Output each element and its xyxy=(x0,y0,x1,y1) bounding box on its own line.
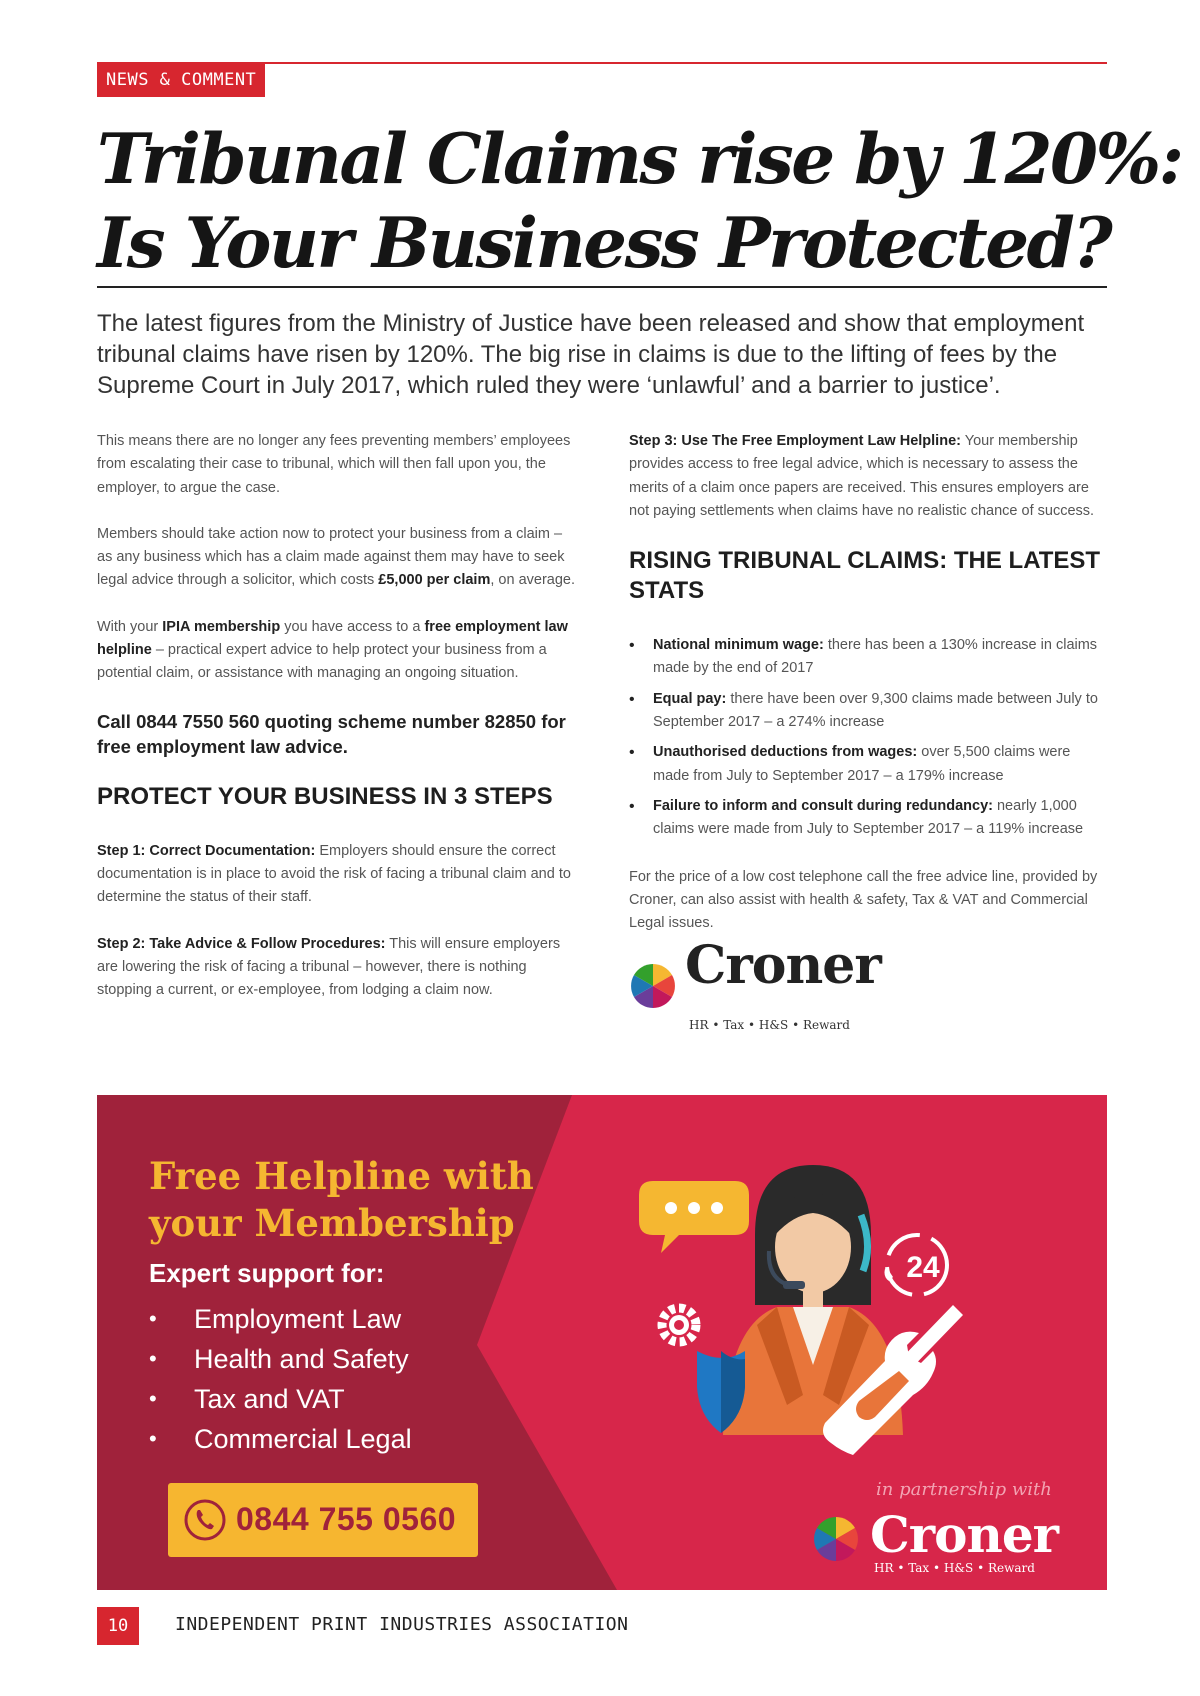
banner-support-list xyxy=(149,1299,412,1459)
phone-button[interactable] xyxy=(168,1483,478,1557)
list-item: • Commercial Legal xyxy=(149,1419,412,1459)
croner-logo xyxy=(629,935,881,1038)
support-agent-illustration-icon xyxy=(627,1155,987,1475)
list-item: • Equal pay: there have been over 9,300 claims made between July to September 2017 – a 274% increase xyxy=(629,688,1109,735)
footer-publication: INDEPENDENT PRINT INDUSTRIES ASSOCIATION xyxy=(175,1614,629,1635)
closing-paragraph: For the price of a low cost telephone call the free advice line, provided by Croner, can also assist with health & safety, Tax & VAT and Commercial Legal issues. xyxy=(629,868,1098,932)
croner-tagline: HR • Tax • H&S • Reward xyxy=(689,1018,850,1033)
clock-24-icon xyxy=(885,1235,948,1295)
phone-number: 0844 755 0560 xyxy=(236,1501,457,1537)
right-column xyxy=(629,430,1109,1038)
left-column xyxy=(97,430,577,1025)
step-1: Step 1: Correct Documentation: Employers should ensure the correct documentation is in place to avoid the risk of facing a tribunal claim and to determine the status of their staff. xyxy=(97,842,571,906)
helpline-callout: Call 0844 7550 560 quoting scheme number 82850 for free employment law advice. xyxy=(97,710,566,757)
section-tag: NEWS & COMMENT xyxy=(97,63,265,97)
list-item: • Health and Safety xyxy=(149,1339,412,1379)
paragraph-fees: This means there are no longer any fees preventing members’ employees from escalating their case to tribunal, which will then fall upon you, the employer, to argue the case. xyxy=(97,433,571,496)
headline-line-1: Tribunal Claims rise by 120%: xyxy=(97,119,1182,200)
step-3: Step 3: Use The Free Employment Law Helpline: Your membership provides access to free legal advice, which is necessary to assess the merits of a claim once papers are received. This ensures employers are not paying settlements when claims have no realistic chance of success. xyxy=(629,433,1095,519)
paragraph-action: Members should take action now to protect your business from a claim – as any business which has a claim made against them may have to seek legal advice through a solicitor, which costs £5,000 per claim, on average. xyxy=(97,525,576,589)
headline xyxy=(97,118,1182,286)
paragraph-membership: With your IPIA membership you have access to a free employment law helpline – practical expert advice to help protect your business from a potential claim, or assistance with managing an ongoing situation. xyxy=(97,618,568,682)
croner-mark-icon xyxy=(629,962,677,1010)
page-number: 10 xyxy=(97,1607,139,1645)
partner-text: in partnership with xyxy=(876,1479,1052,1500)
list-item: • Employment Law xyxy=(149,1299,412,1339)
speech-bubble-icon xyxy=(639,1181,749,1253)
croner-mark-icon xyxy=(812,1515,860,1563)
stats-list xyxy=(629,634,1109,841)
headline-rule xyxy=(97,286,1107,288)
list-item: • Tax and VAT xyxy=(149,1379,412,1419)
step-2: Step 2: Take Advice & Follow Procedures: This will ensure employers are lowering the risk of facing a tribunal – however, there is nothing stopping a current, or ex-employee, from lodging a claim now. xyxy=(97,935,561,999)
helpline-banner xyxy=(97,1095,1107,1590)
intro-paragraph: The latest figures from the Ministry of Justice have been released and show that employment tribunal claims have risen by 120%. The big rise in claims is due to the lifting of fees by the Supreme Court in July 2017, which ruled they were ‘unlawful’ and a barrier to justice’. xyxy=(97,310,1085,399)
list-item: • Unauthorised deductions from wages: over 5,500 claims were made from July to September 2017 – a 179% increase xyxy=(629,741,1109,788)
steps-heading: PROTECT YOUR BUSINESS IN 3 STEPS xyxy=(97,782,553,810)
banner-subtitle: Expert support for: xyxy=(149,1258,385,1288)
banner-croner-logo xyxy=(812,1505,1072,1589)
banner-title: Free Helpline with your Membership xyxy=(149,1154,534,1245)
gear-icon xyxy=(662,1308,696,1342)
croner-wordmark: Croner xyxy=(870,1505,1058,1564)
headline-line-2: Is Your Business Protected? xyxy=(97,203,1111,284)
badge-24: 24 xyxy=(906,1251,940,1284)
croner-wordmark: Croner xyxy=(685,935,881,997)
croner-tagline: HR • Tax • H&S • Reward xyxy=(874,1561,1035,1575)
list-item: • National minimum wage: there has been a 130% increase in claims made by the end of 2017 xyxy=(629,634,1109,681)
list-item: • Failure to inform and consult during redundancy: nearly 1,000 claims were made from July to September 2017 – a 119% increase xyxy=(629,795,1109,842)
phone-icon xyxy=(183,1498,227,1542)
stats-heading: RISING TRIBUNAL CLAIMS: THE LATEST STATS xyxy=(629,547,1101,605)
